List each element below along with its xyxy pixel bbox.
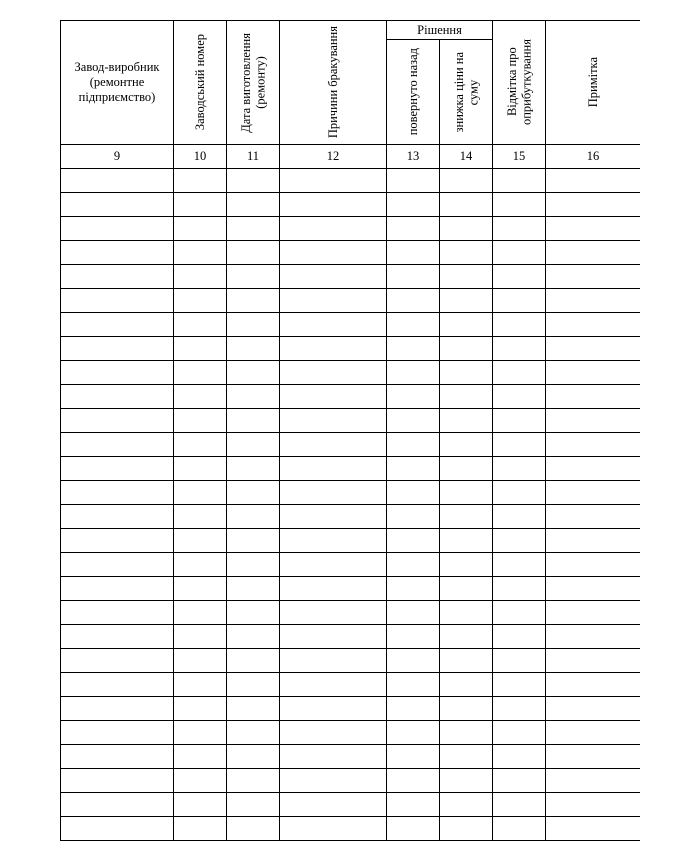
empty-cell xyxy=(546,553,640,577)
empty-cell xyxy=(227,769,280,793)
empty-cell xyxy=(493,481,546,505)
empty-cell xyxy=(174,601,227,625)
empty-cell xyxy=(61,241,174,265)
empty-cell xyxy=(440,313,493,337)
header-note-label: Примітка xyxy=(585,57,600,108)
empty-cell xyxy=(61,457,174,481)
table-row xyxy=(61,505,641,529)
empty-cell xyxy=(387,529,440,553)
empty-cell xyxy=(387,169,440,193)
empty-cell xyxy=(546,457,640,481)
table-row xyxy=(61,265,641,289)
empty-cell xyxy=(493,361,546,385)
column-number: 16 xyxy=(546,145,640,169)
empty-cell xyxy=(280,529,387,553)
empty-cell xyxy=(387,625,440,649)
empty-cell xyxy=(493,409,546,433)
empty-cell xyxy=(387,409,440,433)
empty-cell xyxy=(546,361,640,385)
empty-cell xyxy=(440,553,493,577)
empty-cell xyxy=(493,721,546,745)
table-row xyxy=(61,673,641,697)
empty-cell xyxy=(440,697,493,721)
empty-cell xyxy=(546,169,640,193)
empty-cell xyxy=(493,217,546,241)
empty-cell xyxy=(440,649,493,673)
defect-register-table xyxy=(60,20,640,841)
empty-cell xyxy=(280,433,387,457)
empty-cell xyxy=(387,289,440,313)
empty-cell xyxy=(440,745,493,769)
empty-cell xyxy=(440,265,493,289)
empty-cell xyxy=(440,289,493,313)
empty-cell xyxy=(546,313,640,337)
empty-cell xyxy=(493,505,546,529)
empty-cell xyxy=(546,217,640,241)
empty-cell xyxy=(546,529,640,553)
table-row xyxy=(61,793,641,817)
empty-cell xyxy=(493,529,546,553)
empty-cell xyxy=(493,289,546,313)
empty-cell xyxy=(280,769,387,793)
empty-cell xyxy=(440,337,493,361)
empty-cell xyxy=(387,577,440,601)
empty-cell xyxy=(546,241,640,265)
empty-cell xyxy=(227,241,280,265)
empty-cell xyxy=(174,625,227,649)
empty-cell xyxy=(227,601,280,625)
empty-cell xyxy=(174,361,227,385)
table-row xyxy=(61,625,641,649)
empty-cell xyxy=(440,217,493,241)
empty-cell xyxy=(61,289,174,313)
empty-cell xyxy=(280,385,387,409)
empty-cell xyxy=(227,457,280,481)
empty-cell xyxy=(227,433,280,457)
table-row xyxy=(61,169,641,193)
empty-cell xyxy=(280,361,387,385)
table-row xyxy=(61,649,641,673)
empty-cell xyxy=(440,793,493,817)
empty-cell xyxy=(546,601,640,625)
empty-cell xyxy=(280,313,387,337)
empty-cell xyxy=(280,481,387,505)
empty-cell xyxy=(546,505,640,529)
empty-cell xyxy=(493,385,546,409)
empty-cell xyxy=(493,697,546,721)
empty-cell xyxy=(174,385,227,409)
header-manufacture-date xyxy=(227,21,280,145)
empty-cell xyxy=(387,817,440,841)
empty-cell xyxy=(546,649,640,673)
empty-cell xyxy=(440,529,493,553)
empty-cell xyxy=(227,625,280,649)
empty-cell xyxy=(493,577,546,601)
empty-cell xyxy=(440,817,493,841)
empty-cell xyxy=(227,409,280,433)
table-row xyxy=(61,769,641,793)
empty-cell xyxy=(440,169,493,193)
column-number: 15 xyxy=(493,145,546,169)
empty-cell xyxy=(387,313,440,337)
table-row xyxy=(61,385,641,409)
empty-cell xyxy=(493,241,546,265)
empty-cell xyxy=(280,217,387,241)
header-serial-number-label: Заводський номер xyxy=(192,34,207,131)
empty-cell xyxy=(546,673,640,697)
table-row xyxy=(61,289,641,313)
empty-cell xyxy=(387,457,440,481)
table-row xyxy=(61,601,641,625)
empty-cell xyxy=(546,577,640,601)
empty-cell xyxy=(174,481,227,505)
column-number-row xyxy=(61,145,641,169)
empty-cell xyxy=(440,673,493,697)
header-returned-label: повернуто назад xyxy=(405,48,420,136)
empty-cell xyxy=(61,169,174,193)
header-reject-reasons xyxy=(280,21,387,145)
empty-cell xyxy=(387,385,440,409)
empty-cell xyxy=(61,697,174,721)
empty-cell xyxy=(493,625,546,649)
empty-cell xyxy=(440,769,493,793)
empty-cell xyxy=(227,817,280,841)
empty-cell xyxy=(61,193,174,217)
empty-cell xyxy=(174,529,227,553)
empty-cell xyxy=(174,553,227,577)
empty-cell xyxy=(280,697,387,721)
empty-cell xyxy=(387,433,440,457)
empty-cell xyxy=(174,673,227,697)
table-row xyxy=(61,721,641,745)
empty-cell xyxy=(227,361,280,385)
column-number: 9 xyxy=(61,145,174,169)
empty-cell xyxy=(440,361,493,385)
empty-cell xyxy=(440,505,493,529)
header-note xyxy=(546,21,640,145)
register-sheet xyxy=(60,20,640,860)
empty-cell xyxy=(387,673,440,697)
header-manufacturer-label: Завод-виробник (ремонтне підприємство) xyxy=(74,60,160,104)
empty-cell xyxy=(387,481,440,505)
empty-cell xyxy=(440,409,493,433)
empty-cell xyxy=(61,649,174,673)
empty-cell xyxy=(174,457,227,481)
table-row xyxy=(61,193,641,217)
empty-cell xyxy=(227,289,280,313)
empty-cell xyxy=(387,217,440,241)
empty-cell xyxy=(387,769,440,793)
header-reject-reasons-label: Причини бракування xyxy=(325,26,340,139)
empty-cell xyxy=(280,649,387,673)
empty-cell xyxy=(493,769,546,793)
table-row xyxy=(61,457,641,481)
empty-cell xyxy=(227,745,280,769)
empty-cell xyxy=(387,553,440,577)
empty-cell xyxy=(61,505,174,529)
empty-cell xyxy=(493,193,546,217)
table-row xyxy=(61,217,641,241)
empty-cell xyxy=(546,745,640,769)
empty-cell xyxy=(440,193,493,217)
empty-cell xyxy=(227,529,280,553)
empty-cell xyxy=(387,265,440,289)
empty-cell xyxy=(546,625,640,649)
empty-cell xyxy=(227,265,280,289)
column-number: 12 xyxy=(280,145,387,169)
table-row xyxy=(61,241,641,265)
empty-cell xyxy=(440,577,493,601)
empty-cell xyxy=(227,697,280,721)
empty-cell xyxy=(61,529,174,553)
empty-cell xyxy=(61,361,174,385)
empty-cell xyxy=(546,721,640,745)
empty-cell xyxy=(546,409,640,433)
table-row xyxy=(61,313,641,337)
empty-cell xyxy=(61,817,174,841)
empty-cell xyxy=(493,433,546,457)
empty-cell xyxy=(280,505,387,529)
empty-cell xyxy=(174,745,227,769)
empty-cell xyxy=(280,721,387,745)
empty-cell xyxy=(174,313,227,337)
empty-cell xyxy=(227,553,280,577)
header-price-discount xyxy=(440,40,493,145)
empty-cell xyxy=(387,745,440,769)
empty-cell xyxy=(174,769,227,793)
empty-cell xyxy=(61,481,174,505)
empty-cell xyxy=(493,673,546,697)
empty-cell xyxy=(280,817,387,841)
empty-cell xyxy=(493,265,546,289)
empty-cell xyxy=(280,793,387,817)
empty-cell xyxy=(61,601,174,625)
empty-cell xyxy=(546,817,640,841)
table-row xyxy=(61,697,641,721)
empty-cell xyxy=(387,241,440,265)
table-row xyxy=(61,409,641,433)
empty-cell xyxy=(280,673,387,697)
empty-cell xyxy=(546,337,640,361)
empty-cell xyxy=(546,481,640,505)
empty-cell xyxy=(174,409,227,433)
empty-cell xyxy=(387,601,440,625)
empty-cell xyxy=(227,313,280,337)
empty-cell xyxy=(174,337,227,361)
empty-cell xyxy=(227,577,280,601)
header-receipt-mark-label: Відмітка про оприбуткування xyxy=(504,39,534,126)
empty-cell xyxy=(546,265,640,289)
empty-cell xyxy=(174,169,227,193)
table-row xyxy=(61,553,641,577)
empty-cell xyxy=(440,625,493,649)
empty-cell xyxy=(387,505,440,529)
empty-cell xyxy=(440,481,493,505)
table-row xyxy=(61,817,641,841)
table-row xyxy=(61,433,641,457)
empty-cell xyxy=(61,793,174,817)
empty-cell xyxy=(227,481,280,505)
empty-cell xyxy=(280,289,387,313)
header-decision-group-label: Рішення xyxy=(417,22,462,37)
empty-cell xyxy=(174,577,227,601)
empty-cell xyxy=(61,313,174,337)
empty-cell xyxy=(227,505,280,529)
table-row xyxy=(61,529,641,553)
empty-cell xyxy=(174,265,227,289)
empty-cell xyxy=(493,745,546,769)
column-number: 10 xyxy=(174,145,227,169)
table-row xyxy=(61,577,641,601)
empty-cell xyxy=(546,385,640,409)
empty-cell xyxy=(440,241,493,265)
empty-cell xyxy=(546,433,640,457)
table-row xyxy=(61,481,641,505)
empty-cell xyxy=(174,649,227,673)
empty-cell xyxy=(174,217,227,241)
empty-cell xyxy=(440,457,493,481)
empty-cell xyxy=(493,817,546,841)
empty-cell xyxy=(61,673,174,697)
empty-cell xyxy=(61,265,174,289)
column-number: 14 xyxy=(440,145,493,169)
empty-cell xyxy=(387,649,440,673)
empty-cell xyxy=(440,601,493,625)
empty-cell xyxy=(61,577,174,601)
empty-cell xyxy=(280,265,387,289)
empty-cell xyxy=(546,793,640,817)
empty-cell xyxy=(280,553,387,577)
empty-cell xyxy=(174,721,227,745)
empty-cell xyxy=(227,169,280,193)
empty-cell xyxy=(174,817,227,841)
column-number: 11 xyxy=(227,145,280,169)
empty-cell xyxy=(174,241,227,265)
empty-cell xyxy=(61,625,174,649)
empty-cell xyxy=(280,169,387,193)
empty-cell xyxy=(280,337,387,361)
empty-cell xyxy=(493,169,546,193)
empty-cell xyxy=(493,457,546,481)
empty-cell xyxy=(61,409,174,433)
empty-cell xyxy=(174,697,227,721)
empty-cell xyxy=(227,673,280,697)
empty-cell xyxy=(61,769,174,793)
empty-cell xyxy=(493,649,546,673)
empty-cell xyxy=(280,577,387,601)
empty-cell xyxy=(61,553,174,577)
empty-cell xyxy=(546,769,640,793)
header-decision-group xyxy=(387,21,493,40)
empty-cell xyxy=(61,385,174,409)
column-number: 13 xyxy=(387,145,440,169)
empty-cell xyxy=(493,553,546,577)
register-body xyxy=(61,169,641,841)
empty-cell xyxy=(61,721,174,745)
empty-cell xyxy=(174,505,227,529)
empty-cell xyxy=(61,433,174,457)
empty-cell xyxy=(387,193,440,217)
empty-cell xyxy=(227,193,280,217)
empty-cell xyxy=(440,721,493,745)
empty-cell xyxy=(387,361,440,385)
empty-cell xyxy=(546,289,640,313)
header-receipt-mark xyxy=(493,21,546,145)
table-row xyxy=(61,745,641,769)
empty-cell xyxy=(61,337,174,361)
table-row xyxy=(61,337,641,361)
empty-cell xyxy=(174,433,227,457)
empty-cell xyxy=(387,793,440,817)
empty-cell xyxy=(227,217,280,241)
empty-cell xyxy=(61,217,174,241)
empty-cell xyxy=(280,457,387,481)
empty-cell xyxy=(280,193,387,217)
empty-cell xyxy=(387,697,440,721)
header-price-discount-label: знижка ціни на суму xyxy=(451,51,480,133)
table-row xyxy=(61,361,641,385)
empty-cell xyxy=(227,793,280,817)
empty-cell xyxy=(546,193,640,217)
empty-cell xyxy=(280,241,387,265)
header-serial-number xyxy=(174,21,227,145)
empty-cell xyxy=(387,337,440,361)
empty-cell xyxy=(61,745,174,769)
empty-cell xyxy=(227,649,280,673)
empty-cell xyxy=(387,721,440,745)
empty-cell xyxy=(227,385,280,409)
header-manufacture-date-label: Дата виготовлення (ремонту) xyxy=(238,32,267,133)
empty-cell xyxy=(493,337,546,361)
empty-cell xyxy=(546,697,640,721)
empty-cell xyxy=(440,385,493,409)
header-manufacturer xyxy=(61,21,174,145)
empty-cell xyxy=(280,625,387,649)
empty-cell xyxy=(440,433,493,457)
empty-cell xyxy=(280,745,387,769)
empty-cell xyxy=(227,721,280,745)
empty-cell xyxy=(280,601,387,625)
empty-cell xyxy=(227,337,280,361)
empty-cell xyxy=(493,793,546,817)
empty-cell xyxy=(280,409,387,433)
empty-cell xyxy=(174,793,227,817)
empty-cell xyxy=(174,289,227,313)
empty-cell xyxy=(493,601,546,625)
empty-cell xyxy=(493,313,546,337)
header-returned xyxy=(387,40,440,145)
empty-cell xyxy=(174,193,227,217)
